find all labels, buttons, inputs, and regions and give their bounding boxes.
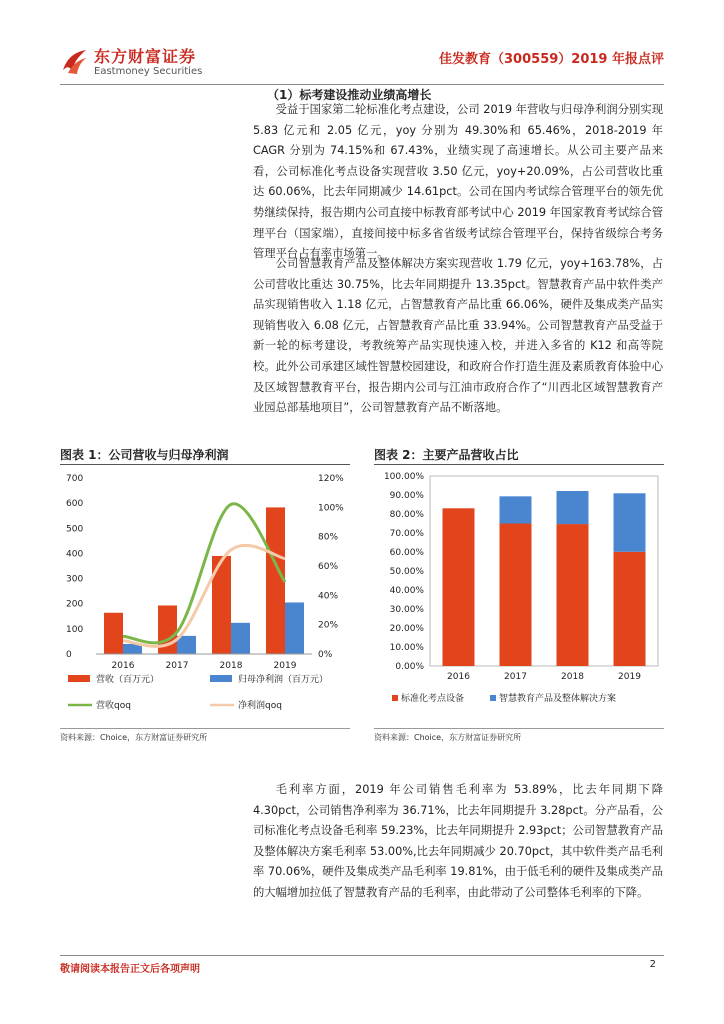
y-tick-label: 300 [66, 574, 84, 585]
brand-name-en: Eastmoney Securities [94, 66, 203, 77]
page-footer [60, 955, 664, 975]
bar-net-profit [285, 602, 304, 654]
section-heading: （1）标考建设推动业绩高增长 [267, 88, 432, 102]
y-tick-label: 20.00% [389, 624, 424, 634]
y-tick-label: 0.00% [395, 662, 424, 672]
bar-net-profit [231, 623, 250, 654]
y2-tick-label: 20% [318, 620, 339, 631]
y-tick-label: 700 [66, 474, 84, 484]
y-tick-label: 70.00% [389, 529, 424, 539]
paragraph-1: 受益于国家第二轮标准化考点建设，公司 2019 年营收与归母净利润分别实现 5.83 亿元和 2.05 亿元，yoy 分别为 49.30%和 65.46%，2018-2019 年 CAGR 分别为 74.15%和 67.43%，业绩实现了高速增长。从公司主要产品来看，公司标准化考点设备实现营收 3.50 亿元，yoy+20.09%，占公司营收比重达 60.06%，比去年同期减少 14.61pct。公司在国内考试综合管理平台的领先优势继续保持，报告期内公司直接中标教育部考试中心 2019 年国家教育考试综合管理平台（国家端），直接间接中标多省省级考试综合管理平台，保持省级综合考务管理平台占有率市场第一。 [253, 103, 663, 261]
legend-label: 智慧教育产品及整体解决方案 [499, 694, 617, 704]
y2-tick-label: 80% [318, 532, 339, 543]
figure-2-source: 资料来源：Choice，东方财富证券研究所 [374, 728, 664, 743]
disclaimer-notice: 敬请阅读本报告正文后各项声明 [60, 964, 200, 975]
y-tick-label: 600 [66, 499, 84, 510]
figure-1-title: 图表 1：公司营收与归母净利润 [60, 446, 350, 465]
legend-label: 营收qoq [96, 701, 131, 711]
bar-revenue [104, 613, 123, 654]
chart-product-share [374, 466, 664, 728]
y-tick-label: 30.00% [389, 605, 424, 615]
y2-tick-label: 60% [318, 562, 339, 572]
figure-1-source: 资料来源：Choice，东方财富证券研究所 [60, 728, 350, 743]
legend-swatch [392, 695, 398, 701]
page-header [60, 40, 664, 85]
y-tick-label: 90.00% [389, 491, 424, 501]
legend-swatch [490, 695, 496, 701]
x-tick-label: 2016 [111, 661, 135, 671]
y2-tick-label: 100% [318, 503, 344, 514]
legend-label: 营收（百万元） [96, 675, 160, 685]
x-tick-label: 2016 [447, 672, 470, 682]
x-tick-label: 2018 [561, 672, 584, 682]
bar-smart-education [614, 493, 646, 552]
y-tick-label: 80.00% [389, 510, 424, 520]
y-tick-label: 60.00% [389, 548, 424, 558]
bar-standard-exam-equipment [500, 524, 532, 667]
y-tick-label: 100.00% [383, 472, 424, 482]
y2-tick-label: 0% [318, 650, 333, 660]
y-tick-label: 200 [66, 599, 84, 610]
x-tick-label: 2019 [273, 661, 297, 671]
x-tick-label: 2017 [165, 661, 189, 671]
legend-label: 标准化考点设备 [401, 694, 465, 704]
chart-revenue-profit [60, 466, 350, 728]
bar-standard-exam-equipment [557, 524, 589, 666]
y-tick-label: 100 [66, 624, 84, 635]
legend-swatch [210, 675, 232, 682]
y-tick-label: 10.00% [389, 643, 424, 653]
report-title: 佳发教育（300559）2019 年报点评 [439, 52, 664, 67]
y-tick-label: 50.00% [389, 567, 424, 577]
brand-logo-icon [60, 48, 88, 76]
x-tick-label: 2017 [504, 672, 527, 682]
brand-name-cn: 东方财富证券 [94, 47, 197, 66]
y2-tick-label: 40% [318, 591, 339, 602]
y-tick-label: 40.00% [389, 586, 424, 596]
page-number: 2 [649, 959, 656, 970]
y-tick-label: 0 [66, 650, 72, 660]
legend-label: 净利润qoq [238, 701, 282, 711]
figure-2-title: 图表 2：主要产品营收占比 [374, 446, 664, 465]
bar-standard-exam-equipment [614, 552, 646, 666]
bar-smart-education [500, 496, 532, 523]
x-tick-label: 2018 [219, 661, 243, 671]
paragraph-2: 公司智慧教育产品及整体解决方案实现营收 1.79 亿元，yoy+163.78%，占公司营收比重达 30.75%，比去年同期提升 13.35pct。智慧教育产品中软件类产品实现销售收入 1.18 亿元，占智慧教育产品比重 66.06%，硬件及集成类产品实现销售收入 6.08 亿元，占智慧教育产品比重 33.94%。公司智慧教育产品受益于新一轮的标考建设，考教统筹产品实现快速入校，并进入多省的 K12 和高等院校。此外公司承建区域性智慧校园建设，和政府合作打造生涯及素质教育体验中心及区域智慧教育平台，报告期内公司与江油市政府合作了“川西北区域智慧教育产业园总部基地项目”，公司智慧教育产品不断落地。 [253, 257, 663, 415]
y-tick-label: 400 [66, 549, 84, 560]
x-tick-label: 2019 [618, 672, 641, 682]
y2-tick-label: 120% [318, 474, 344, 484]
line-revenue-qoq [123, 504, 285, 643]
paragraph-3: 毛利率方面，2019 年公司销售毛利率为 53.89%，比去年同期下降 4.30pct，公司销售净利率为 36.71%，比去年同期提升 3.28pct。分产品看，公司标准化考点设备毛利率 59.23%，比去年同期提升 2.93pct；公司智慧教育产品及整体解决方案毛利率 53.00%,比去年同期减少 20.70pct，其中软件类产品毛利率 70.06%，硬件及集成类产品毛利率 19.81%，由于低毛利的硬件及集成类产品的大幅增加拉低了智慧教育产品的毛利率，由此带动了公司整体毛利率的下降。 [253, 783, 663, 899]
legend-swatch [68, 675, 90, 682]
bar-smart-education [557, 491, 589, 524]
bar-standard-exam-equipment [443, 508, 475, 666]
legend-label: 归母净利润（百万元） [238, 675, 329, 685]
y-tick-label: 500 [66, 524, 84, 535]
bar-revenue [266, 507, 285, 654]
